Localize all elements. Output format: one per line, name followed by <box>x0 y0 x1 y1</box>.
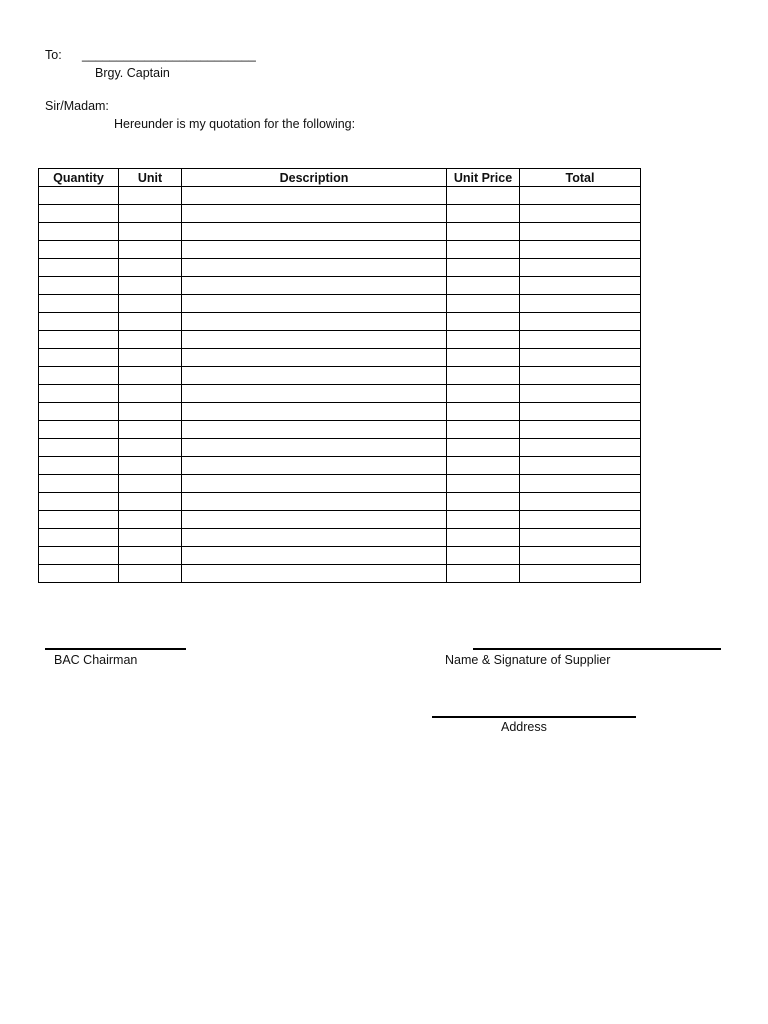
cell-unit <box>119 547 182 565</box>
column-header-description: Description <box>182 169 447 187</box>
cell-unit <box>119 241 182 259</box>
cell-unit-price <box>447 259 520 277</box>
cell-unit-price <box>447 187 520 205</box>
table-row <box>39 493 641 511</box>
cell-total <box>520 367 641 385</box>
cell-description <box>182 349 447 367</box>
cell-total <box>520 493 641 511</box>
cell-unit <box>119 565 182 583</box>
cell-quantity <box>39 367 119 385</box>
supplier-signature-line <box>473 648 721 650</box>
cell-unit-price <box>447 493 520 511</box>
cell-description <box>182 259 447 277</box>
cell-description <box>182 547 447 565</box>
cell-total <box>520 385 641 403</box>
cell-total <box>520 439 641 457</box>
cell-quantity <box>39 475 119 493</box>
cell-total <box>520 205 641 223</box>
bac-signature-line <box>45 648 186 650</box>
cell-description <box>182 385 447 403</box>
cell-total <box>520 313 641 331</box>
cell-quantity <box>39 277 119 295</box>
table-row <box>39 403 641 421</box>
cell-unit <box>119 457 182 475</box>
cell-unit <box>119 439 182 457</box>
cell-unit-price <box>447 421 520 439</box>
cell-total <box>520 295 641 313</box>
salutation: Sir/Madam: <box>45 99 109 113</box>
cell-unit <box>119 331 182 349</box>
cell-description <box>182 421 447 439</box>
cell-quantity <box>39 421 119 439</box>
table-row <box>39 295 641 313</box>
table-row <box>39 331 641 349</box>
cell-quantity <box>39 223 119 241</box>
cell-unit-price <box>447 385 520 403</box>
cell-total <box>520 241 641 259</box>
cell-quantity <box>39 529 119 547</box>
cell-quantity <box>39 493 119 511</box>
cell-unit-price <box>447 205 520 223</box>
cell-unit <box>119 205 182 223</box>
cell-description <box>182 493 447 511</box>
cell-unit <box>119 367 182 385</box>
cell-description <box>182 457 447 475</box>
cell-total <box>520 259 641 277</box>
cell-quantity <box>39 187 119 205</box>
table-row <box>39 421 641 439</box>
cell-quantity <box>39 511 119 529</box>
recipient-blank: _________________________ <box>82 48 256 62</box>
address-label: Address <box>501 720 547 734</box>
cell-unit <box>119 187 182 205</box>
table-row <box>39 241 641 259</box>
quotation-table <box>38 168 641 583</box>
table-row <box>39 385 641 403</box>
cell-unit-price <box>447 457 520 475</box>
cell-unit <box>119 277 182 295</box>
column-header-unit-price: Unit Price <box>447 169 520 187</box>
cell-description <box>182 295 447 313</box>
cell-unit <box>119 223 182 241</box>
table-row <box>39 475 641 493</box>
cell-description <box>182 439 447 457</box>
table-row <box>39 313 641 331</box>
table-row <box>39 205 641 223</box>
address-line <box>432 716 636 718</box>
cell-total <box>520 565 641 583</box>
table-row <box>39 547 641 565</box>
to-label: To: <box>45 48 62 62</box>
cell-total <box>520 457 641 475</box>
table-row <box>39 565 641 583</box>
cell-description <box>182 367 447 385</box>
cell-unit-price <box>447 313 520 331</box>
cell-description <box>182 205 447 223</box>
cell-description <box>182 241 447 259</box>
table-row <box>39 511 641 529</box>
cell-quantity <box>39 259 119 277</box>
cell-quantity <box>39 349 119 367</box>
cell-total <box>520 547 641 565</box>
table-row <box>39 529 641 547</box>
table-row <box>39 259 641 277</box>
cell-total <box>520 529 641 547</box>
cell-total <box>520 349 641 367</box>
supplier-signature-label: Name & Signature of Supplier <box>445 653 611 667</box>
cell-total <box>520 187 641 205</box>
cell-unit-price <box>447 367 520 385</box>
cell-unit-price <box>447 277 520 295</box>
table-row <box>39 277 641 295</box>
table-row <box>39 349 641 367</box>
table-row <box>39 187 641 205</box>
cell-unit-price <box>447 475 520 493</box>
cell-unit-price <box>447 241 520 259</box>
cell-unit <box>119 313 182 331</box>
cell-unit-price <box>447 223 520 241</box>
cell-quantity <box>39 295 119 313</box>
cell-unit-price <box>447 295 520 313</box>
cell-description <box>182 187 447 205</box>
cell-quantity <box>39 313 119 331</box>
cell-quantity <box>39 457 119 475</box>
table-row <box>39 223 641 241</box>
bac-chairman-label: BAC Chairman <box>54 653 138 667</box>
cell-quantity <box>39 439 119 457</box>
table-row <box>39 367 641 385</box>
cell-description <box>182 313 447 331</box>
cell-total <box>520 331 641 349</box>
cell-total <box>520 421 641 439</box>
cell-quantity <box>39 241 119 259</box>
cell-description <box>182 475 447 493</box>
cell-quantity <box>39 331 119 349</box>
cell-unit-price <box>447 439 520 457</box>
cell-unit <box>119 493 182 511</box>
cell-unit <box>119 529 182 547</box>
cell-unit <box>119 403 182 421</box>
cell-unit <box>119 349 182 367</box>
cell-unit <box>119 259 182 277</box>
cell-unit-price <box>447 331 520 349</box>
table-header-row <box>39 169 641 187</box>
cell-total <box>520 511 641 529</box>
column-header-total: Total <box>520 169 641 187</box>
cell-total <box>520 403 641 421</box>
cell-description <box>182 331 447 349</box>
column-header-quantity: Quantity <box>39 169 119 187</box>
cell-quantity <box>39 205 119 223</box>
cell-description <box>182 511 447 529</box>
cell-unit <box>119 511 182 529</box>
table-row <box>39 457 641 475</box>
table-row <box>39 439 641 457</box>
cell-description <box>182 565 447 583</box>
cell-unit-price <box>447 403 520 421</box>
cell-total <box>520 223 641 241</box>
cell-description <box>182 529 447 547</box>
cell-unit-price <box>447 565 520 583</box>
cell-quantity <box>39 385 119 403</box>
intro-text: Hereunder is my quotation for the following: <box>114 117 356 131</box>
cell-description <box>182 223 447 241</box>
cell-unit <box>119 295 182 313</box>
cell-quantity <box>39 403 119 421</box>
cell-total <box>520 475 641 493</box>
cell-unit <box>119 421 182 439</box>
cell-unit-price <box>447 529 520 547</box>
cell-description <box>182 403 447 421</box>
cell-unit <box>119 475 182 493</box>
column-header-unit: Unit <box>119 169 182 187</box>
cell-total <box>520 277 641 295</box>
cell-unit-price <box>447 547 520 565</box>
cell-quantity <box>39 565 119 583</box>
cell-unit-price <box>447 511 520 529</box>
cell-unit-price <box>447 349 520 367</box>
cell-quantity <box>39 547 119 565</box>
cell-description <box>182 277 447 295</box>
cell-unit <box>119 385 182 403</box>
recipient-title: Brgy. Captain <box>95 66 170 80</box>
table-body <box>39 187 641 583</box>
